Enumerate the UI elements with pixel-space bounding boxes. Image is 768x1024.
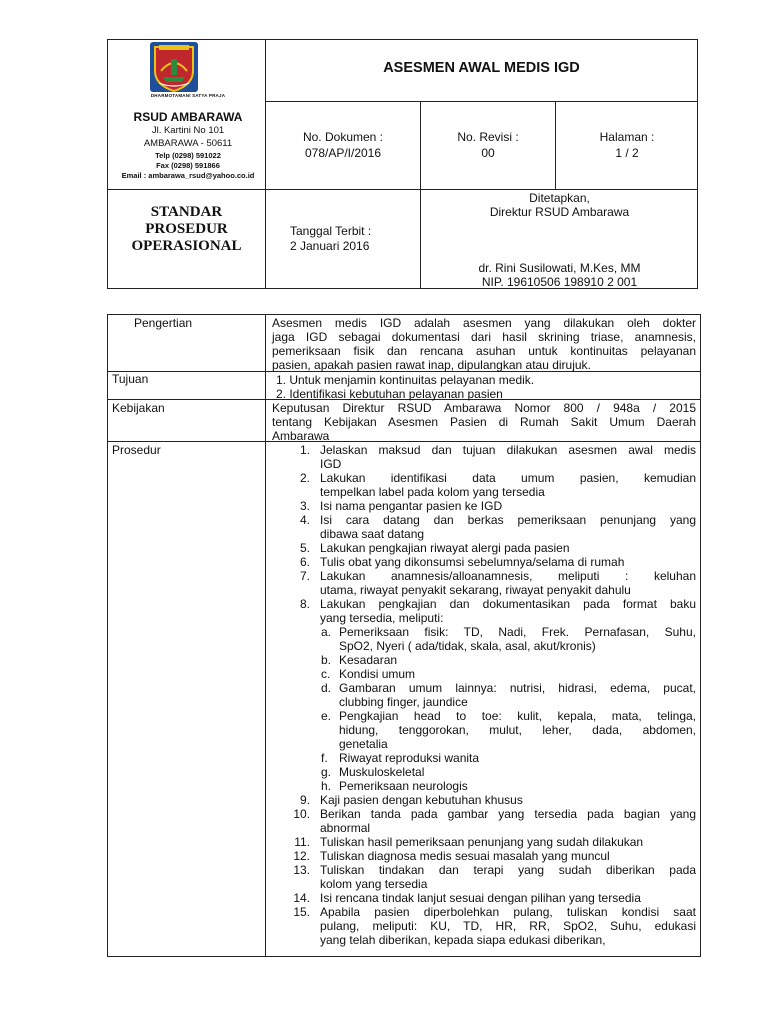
prosedur-item-line: Tuliskan hasil pemeriksaan penunjang yang sudah dilakukan <box>320 835 644 849</box>
document-title: ASESMEN AWAL MEDIS IGD <box>383 60 580 76</box>
revision-value: 00 <box>481 146 495 160</box>
prosedur-item-number: 5. <box>299 541 310 555</box>
prosedur-item-line: Lakukan anamnesis/alloanamnesis, meliputi : keluhan <box>320 569 696 583</box>
pengertian-line: pasien, apakah pasien rawat inap, dipulangkan atau dirujuk. <box>272 358 591 372</box>
prosedur-item-number: 14. <box>293 891 310 905</box>
prosedur-item-number: 1. <box>299 443 310 457</box>
prosedur-item-line: Isi nama pengantar pasien ke IGD <box>320 499 503 513</box>
sub-item-line: Kesadaran <box>339 653 398 667</box>
sub-item-line: Gambaran umum lainnya: nutrisi, hidrasi, edema, pucat, <box>339 681 696 695</box>
sop-title <box>108 204 265 255</box>
prosedur-item-line: IGD <box>320 457 342 471</box>
sub-item-letter: a. <box>321 625 332 639</box>
prosedur-item-line: Lakukan identifikasi data umum pasien, kemudian <box>320 471 696 485</box>
sub-item-line: Muskuloskeletal <box>339 765 425 779</box>
kebijakan-line: Ambarawa <box>272 429 330 443</box>
prosedur-item-number: 7. <box>299 569 310 583</box>
prosedur-item-line: tempelkan label pada kolom yang tersedia <box>320 485 545 499</box>
prosedur-item-line: yang telah diberikan, kepada siapa edukasi diberikan, <box>320 933 606 947</box>
prosedur-item-number: 9. <box>299 793 310 807</box>
kebijakan-line: Keputusan Direktur RSUD Ambarawa Nomor 800 / 948a / 2015 <box>272 401 696 415</box>
prosedur-item-number: 6. <box>299 555 310 569</box>
issue-date-value: 2 Januari 2016 <box>290 239 370 253</box>
sub-item-line: genetalia <box>339 737 388 751</box>
prosedur-item-number: 8. <box>299 597 310 611</box>
header-divider <box>107 189 698 190</box>
org-phone: Telp (0298) 591022 <box>155 151 221 160</box>
sub-item-line: Pemeriksaan neurologis <box>339 779 468 793</box>
prosedur-item-line: Lakukan pengkajian dan dokumentasikan pada format baku <box>320 597 696 611</box>
prosedur-item-number: 10. <box>293 807 310 821</box>
prosedur-item-line: kolom yang tersedia <box>320 877 428 891</box>
kebijakan-line: tentang Kebijakan Asesmen Pasien di Rumah Sakit Umum Daerah <box>272 415 696 429</box>
header-divider-vertical <box>265 39 266 289</box>
header-divider <box>265 101 698 102</box>
prosedur-item-line: Tuliskan tindakan dan terapi yang sudah diberikan pada <box>320 863 696 877</box>
header-divider <box>555 101 556 189</box>
section-label-pengertian: Pengertian <box>134 316 193 330</box>
prosedur-item-line: dibawa saat datang <box>320 527 425 541</box>
sub-item-line: Kondisi umum <box>339 667 416 681</box>
prosedur-item-line: Lakukan pengkajian riwayat alergi pada pasien <box>320 541 570 555</box>
signer-nip: NIP. 19610506 198910 2 001 <box>481 275 638 289</box>
prosedur-item-number: 13. <box>293 863 310 877</box>
prosedur-item-line: abnormal <box>320 821 371 835</box>
prosedur-item-number: 15. <box>293 905 310 919</box>
sub-item-letter: g. <box>321 765 332 779</box>
prosedur-item-number: 3. <box>299 499 310 513</box>
prosedur-item-line: utama, riwayat penyakit sekarang, riwayat penyakit dahulu <box>320 583 631 597</box>
hospital-logo-icon <box>149 41 199 93</box>
table-divider-vertical <box>265 314 266 957</box>
page-label: Halaman : <box>599 130 655 144</box>
org-address-city: AMBARAWA - 50611 <box>143 138 233 149</box>
signer-name: dr. Rini Susilowati, M.Kes, MM <box>478 261 641 275</box>
doc-number-value: 078/AP/I/2016 <box>304 146 382 160</box>
sub-item-line: Pemeriksaan fisik: TD, Nadi, Frek. Pernafasan, Suhu, <box>339 625 696 639</box>
pengertian-line: jaga IGD sebagai dokumentasi dari hasil skrining triase, anamnesis, <box>272 330 696 344</box>
prosedur-item-line: Isi rencana tindak lanjut sesuai dengan pilihan yang tersedia <box>320 891 641 905</box>
pengertian-line: Asesmen medis IGD adalah asesmen yang dilakukan oleh dokter <box>272 316 696 330</box>
prosedur-item-line: Isi cara datang dan berkas pemeriksaan penunjang yang <box>320 513 696 527</box>
sub-item-line: clubbing finger, jaundice <box>339 695 468 709</box>
prosedur-item-number: 2. <box>299 471 310 485</box>
tujuan-item: 2. Identifikasi kebutuhan pelayanan pasien <box>276 387 503 401</box>
prosedur-item-line: Jelaskan maksud dan tujuan dilakukan asesmen awal medis <box>320 443 696 457</box>
prosedur-item-number: 4. <box>299 513 310 527</box>
org-fax: Fax (0298) 591866 <box>156 161 220 170</box>
org-name: RSUD AMBARAWA <box>133 110 243 124</box>
revision-label: No. Revisi : <box>457 130 519 144</box>
section-label-tujuan: Tujuan <box>112 372 149 386</box>
prosedur-item-line: Tulis obat yang dikonsumsi sebelumnya/selama di rumah <box>320 555 625 569</box>
sop-line: STANDAR <box>150 204 223 220</box>
prosedur-item-line: pulang, meliputi: KU, TD, HR, RR, SpO2, Suhu, edukasi <box>320 919 696 933</box>
prosedur-item-number: 11. <box>294 835 310 849</box>
org-motto: DHARMOTAMANI SATYA PRAJA <box>150 93 226 98</box>
pengertian-line: pemeriksaan fisik dan rencana asuhan untuk kontinuitas pelayanan <box>272 344 696 358</box>
issue-date-label: Tanggal Terbit : <box>290 224 372 238</box>
sub-item-line: SpO2, Nyeri ( ada/tidak, skala, asal, akut/kronis) <box>339 639 596 653</box>
org-address-street: Jl. Kartini No 101 <box>151 125 225 136</box>
prosedur-item-number: 12. <box>293 849 310 863</box>
prosedur-item-line: yang tersedia, meliputi: <box>320 611 444 625</box>
prosedur-item-line: Apabila pasien diperbolehkan pulang, tuliskan kondisi saat <box>320 905 696 919</box>
sop-line: PROSEDUR <box>145 221 228 237</box>
sub-item-line: Riwayat reproduksi wanita <box>339 751 480 765</box>
prosedur-item-line: Berikan tanda pada gambar yang tersedia pada bagian yang <box>320 807 696 821</box>
org-email: Email : ambarawa_rsud@yahoo.co.id <box>121 171 255 180</box>
sub-item-letter: f. <box>321 751 328 765</box>
approval-label: Ditetapkan, <box>529 191 590 205</box>
doc-number-label: No. Dokumen : <box>302 130 384 144</box>
prosedur-item-line: Kaji pasien dengan kebutuhan khusus <box>320 793 523 807</box>
prosedur-item-line: Tuliskan diagnosa medis sesuai masalah yang muncul <box>320 849 610 863</box>
approval-by: Direktur RSUD Ambarawa <box>489 205 630 219</box>
sub-item-line: hidung, tenggorokan, mulut, leher, dada, abdomen, <box>339 723 696 737</box>
sub-item-letter: d. <box>321 681 332 695</box>
header-divider <box>420 101 421 189</box>
section-label-prosedur: Prosedur <box>112 443 161 457</box>
sub-item-letter: c. <box>321 667 331 681</box>
sub-item-letter: e. <box>321 709 332 723</box>
sub-item-letter: b. <box>321 653 332 667</box>
sub-item-line: Pengkajian head to toe: kulit, kepala, mata, telinga, <box>339 709 696 723</box>
page-value: 1 / 2 <box>615 146 639 160</box>
sop-line: OPERASIONAL <box>131 238 242 254</box>
sub-item-letter: h. <box>321 779 332 793</box>
section-label-kebijakan: Kebijakan <box>112 401 165 415</box>
tujuan-item: 1. Untuk menjamin kontinuitas pelayanan medik. <box>276 373 535 387</box>
